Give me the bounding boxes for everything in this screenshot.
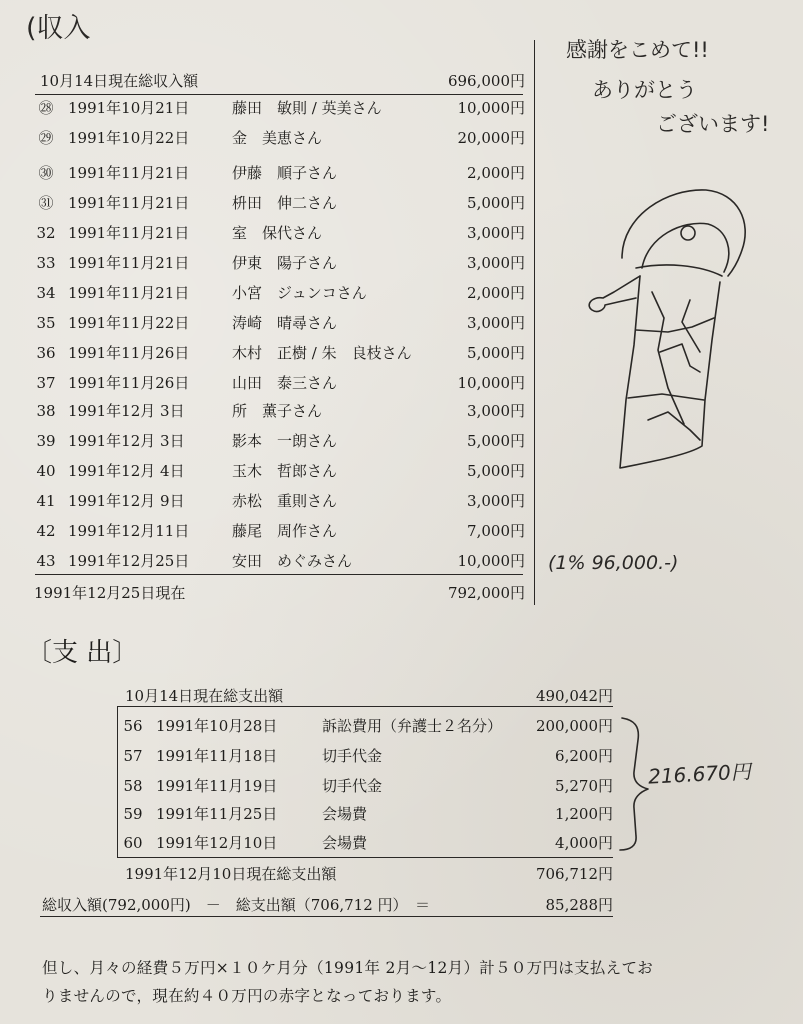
- row-amount: 2,000円: [467, 284, 525, 302]
- row-number: ㉚: [38, 164, 54, 182]
- row-donor: 山田 泰三さん: [232, 374, 338, 392]
- row-amount: 6,200円: [555, 747, 613, 765]
- arm-stroke: [589, 276, 640, 311]
- row-number: 42: [36, 522, 56, 540]
- row-number: 58: [123, 777, 143, 795]
- crack-line: [660, 344, 700, 372]
- row-number: ㉘: [38, 99, 54, 117]
- row-number: 36: [36, 344, 56, 362]
- row-number: 37: [36, 374, 56, 392]
- row-date: 1991年11月26日: [68, 344, 190, 362]
- row-number: 56: [123, 717, 143, 735]
- head-base-stroke: [636, 265, 722, 276]
- row-date: 1991年11月21日: [68, 164, 190, 182]
- handwritten-thanks-line3: ございます!: [656, 112, 770, 136]
- expense-row: [0, 804, 803, 826]
- expense-header-label: 10月14日現在総支出額: [125, 687, 284, 705]
- row-date: 1991年10月28日: [156, 717, 278, 735]
- income-header-label: 10月14日現在総収入額: [40, 72, 199, 90]
- income-total-label: 1991年12月25日現在: [34, 584, 186, 602]
- row-date: 1991年11月21日: [68, 224, 190, 242]
- expense-total-label: 1991年12月10日現在総支出額: [125, 865, 337, 883]
- row-amount: 3,000円: [467, 224, 525, 242]
- balance-formula: 総収入額(792,000円) － 総支出額（706,712 円） ＝: [42, 896, 431, 914]
- handwritten-thanks-line1: 感謝をこめて!!: [566, 38, 709, 62]
- row-donor: 伊東 陽子さん: [232, 254, 338, 272]
- expense-header-amount: 490,042円: [535, 687, 613, 705]
- row-number: 60: [123, 834, 143, 852]
- row-donor: 藤尾 周作さん: [232, 522, 338, 540]
- row-date: 1991年11月25日: [156, 805, 278, 823]
- row-number: 35: [36, 314, 56, 332]
- row-number: 32: [36, 224, 56, 242]
- row-item: 訴訟費用（弁護士２名分）: [322, 717, 503, 735]
- row-donor: 枡田 伸二さん: [232, 194, 338, 212]
- expense-row: [0, 833, 803, 855]
- row-donor: 室 保代さん: [232, 224, 323, 242]
- row-number: 57: [123, 747, 143, 765]
- row-donor: 小宮 ジュンコさん: [232, 284, 367, 302]
- row-donor: 赤松 重則さん: [232, 492, 338, 510]
- row-amount: 200,000円: [535, 717, 613, 735]
- row-number: 43: [36, 552, 56, 570]
- row-number: 41: [36, 492, 56, 510]
- row-item: 会場費: [322, 834, 368, 852]
- row-donor: 涛崎 晴尋さん: [232, 314, 338, 332]
- row-number: 34: [36, 284, 56, 302]
- row-item: 会場費: [322, 805, 368, 823]
- expense-row: [0, 716, 803, 738]
- row-date: 1991年11月26日: [68, 374, 190, 392]
- row-amount: 10,000円: [457, 99, 525, 117]
- row-amount: 5,000円: [467, 194, 525, 212]
- crack-line: [652, 292, 684, 424]
- row-amount: 1,200円: [555, 805, 613, 823]
- row-date: 1991年11月18日: [156, 747, 278, 765]
- row-number: 38: [36, 402, 56, 420]
- row-amount: 3,000円: [467, 402, 525, 420]
- row-donor: 金 美恵さん: [232, 129, 323, 147]
- row-amount: 3,000円: [467, 492, 525, 510]
- row-amount: 3,000円: [467, 314, 525, 332]
- income-heading: (収入: [26, 13, 91, 44]
- row-date: 1991年11月21日: [68, 194, 190, 212]
- body-outline: [620, 276, 720, 468]
- handwritten-thanks-line2: ありがとう: [592, 78, 697, 102]
- row-date: 1991年10月21日: [68, 99, 190, 117]
- row-date: 1991年11月19日: [156, 777, 278, 795]
- row-amount: 2,000円: [467, 164, 525, 182]
- row-donor: 藤田 敏則 / 英美さん: [232, 99, 382, 117]
- row-amount: 5,000円: [467, 432, 525, 450]
- row-amount: 5,270円: [555, 777, 613, 795]
- row-amount: 10,000円: [457, 552, 525, 570]
- expense-total-rule: [118, 857, 613, 858]
- row-date: 1991年11月22日: [68, 314, 190, 332]
- row-donor: 影本 一朗さん: [232, 432, 338, 450]
- row-donor: 所 薫子さん: [232, 402, 323, 420]
- row-date: 1991年12月 3日: [68, 402, 185, 420]
- row-amount: 3,000円: [467, 254, 525, 272]
- row-number: 39: [36, 432, 56, 450]
- row-date: 1991年12月 4日: [68, 462, 185, 480]
- row-donor: 玉木 哲郎さん: [232, 462, 338, 480]
- row-amount: 7,000円: [467, 522, 525, 540]
- row-date: 1991年12月11日: [68, 522, 190, 540]
- balance-rule: [40, 916, 613, 917]
- row-number: ㉛: [38, 194, 54, 212]
- head-circle: [681, 226, 695, 240]
- row-date: 1991年12月 3日: [68, 432, 185, 450]
- income-total-amount: 792,000円: [447, 584, 525, 602]
- crack-line: [636, 318, 714, 332]
- row-date: 1991年11月21日: [68, 284, 190, 302]
- row-item: 切手代金: [322, 777, 383, 795]
- expense-total-amount: 706,712円: [535, 865, 613, 883]
- row-date: 1991年12月25日: [68, 552, 190, 570]
- expense-heading: 〔支 出〕: [26, 638, 139, 668]
- expense-header-rule: [118, 706, 613, 707]
- row-amount: 20,000円: [457, 129, 525, 147]
- balance-amount: 85,288円: [545, 896, 613, 914]
- row-donor: 伊藤 順子さん: [232, 164, 338, 182]
- row-number: ㉙: [38, 129, 54, 147]
- row-number: 59: [123, 805, 143, 823]
- row-amount: 4,000円: [555, 834, 613, 852]
- row-date: 1991年10月22日: [68, 129, 190, 147]
- income-header-amount: 696,000円: [447, 72, 525, 90]
- row-item: 切手代金: [322, 747, 383, 765]
- handwritten-income-note: (1% 96,000.-): [548, 552, 679, 574]
- row-number: 40: [36, 462, 56, 480]
- row-donor: 木村 正樹 / 朱 良枝さん: [232, 344, 412, 362]
- row-number: 33: [36, 254, 56, 272]
- footnote-line1: 但し、月々の経費５万円×１０ケ月分（1991年 2月～12月）計５０万円は支払えてお: [42, 959, 654, 977]
- row-amount: 5,000円: [467, 462, 525, 480]
- crack-line: [682, 300, 700, 352]
- row-date: 1991年12月 9日: [68, 492, 185, 510]
- footnote-line2: りませんので，現在約４０万円の赤字となっております。: [42, 987, 452, 1005]
- crack-line: [628, 394, 704, 400]
- row-amount: 10,000円: [457, 374, 525, 392]
- row-donor: 安田 めぐみさん: [232, 552, 353, 570]
- row-date: 1991年11月21日: [68, 254, 190, 272]
- handwritten-expense-subtotal: 216.670円: [647, 759, 752, 789]
- row-date: 1991年12月10日: [156, 834, 278, 852]
- crack-line: [648, 412, 700, 440]
- row-amount: 5,000円: [467, 344, 525, 362]
